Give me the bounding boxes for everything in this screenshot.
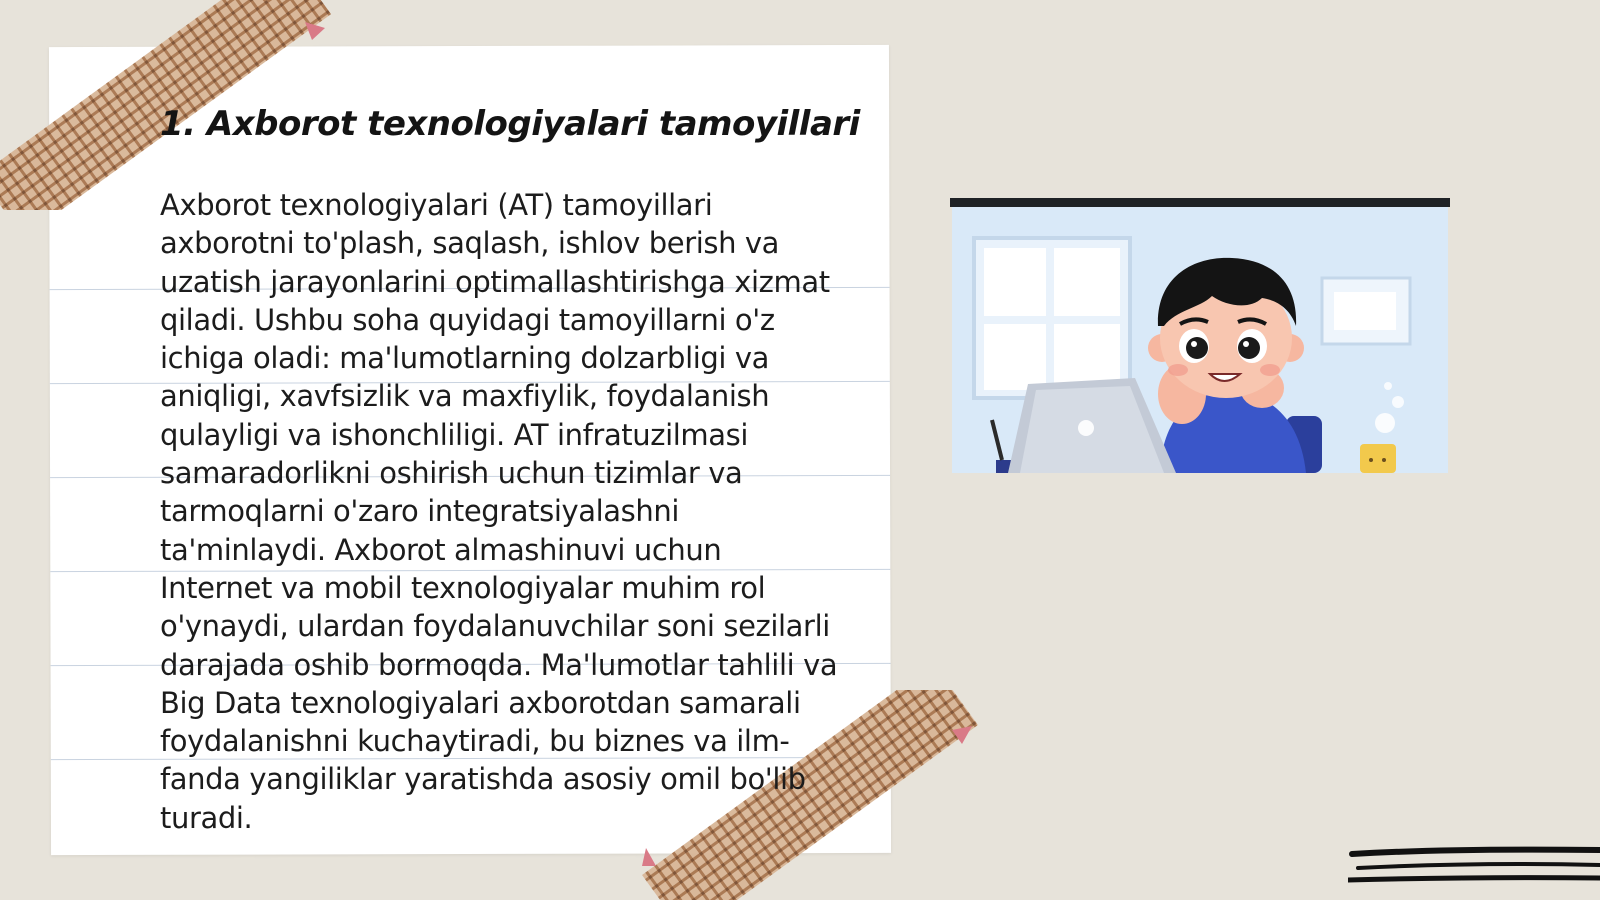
slide-title: 1. Axborot texnologiyalari tamoyillari bbox=[160, 104, 860, 144]
boy-at-laptop-illustration bbox=[950, 198, 1450, 473]
slide-body-text: Axborot texnologiyalari (AT) tamoyillari axborotni to'plash, saqlash, ishlov berish va uzatish jarayonlarini optimallashtirishga xizmat qiladi. Ushbu soha quyidagi tamoyillarni o'z ichiga oladi: ma'lumotlarning dolzarbligi va aniqligi, xavfsizlik va maxfiylik, foydalanish qulayligi va ishonchliligi. AT infratuzilmasi samaradorlikni oshirish uchun tizimlar va tarmoqlarni o'zaro integratsiyalashni ta'minlaydi. Axborot almashinuvi uchun Internet va mobil texnologiyalar muhim rol o'ynaydi, ulardan foydalanuvchilar soni sezilarli darajada oshib bormoqda. Ma'lumotlar tahlili va Big Data texnologiyalari axborotdan samarali foydalanishni kuchaytiradi, bu biznes va ilm-fanda yangiliklar yaratishda asosiy omil bo'lib turadi. bbox=[160, 188, 838, 835]
brush-stroke-lines bbox=[1348, 846, 1600, 886]
